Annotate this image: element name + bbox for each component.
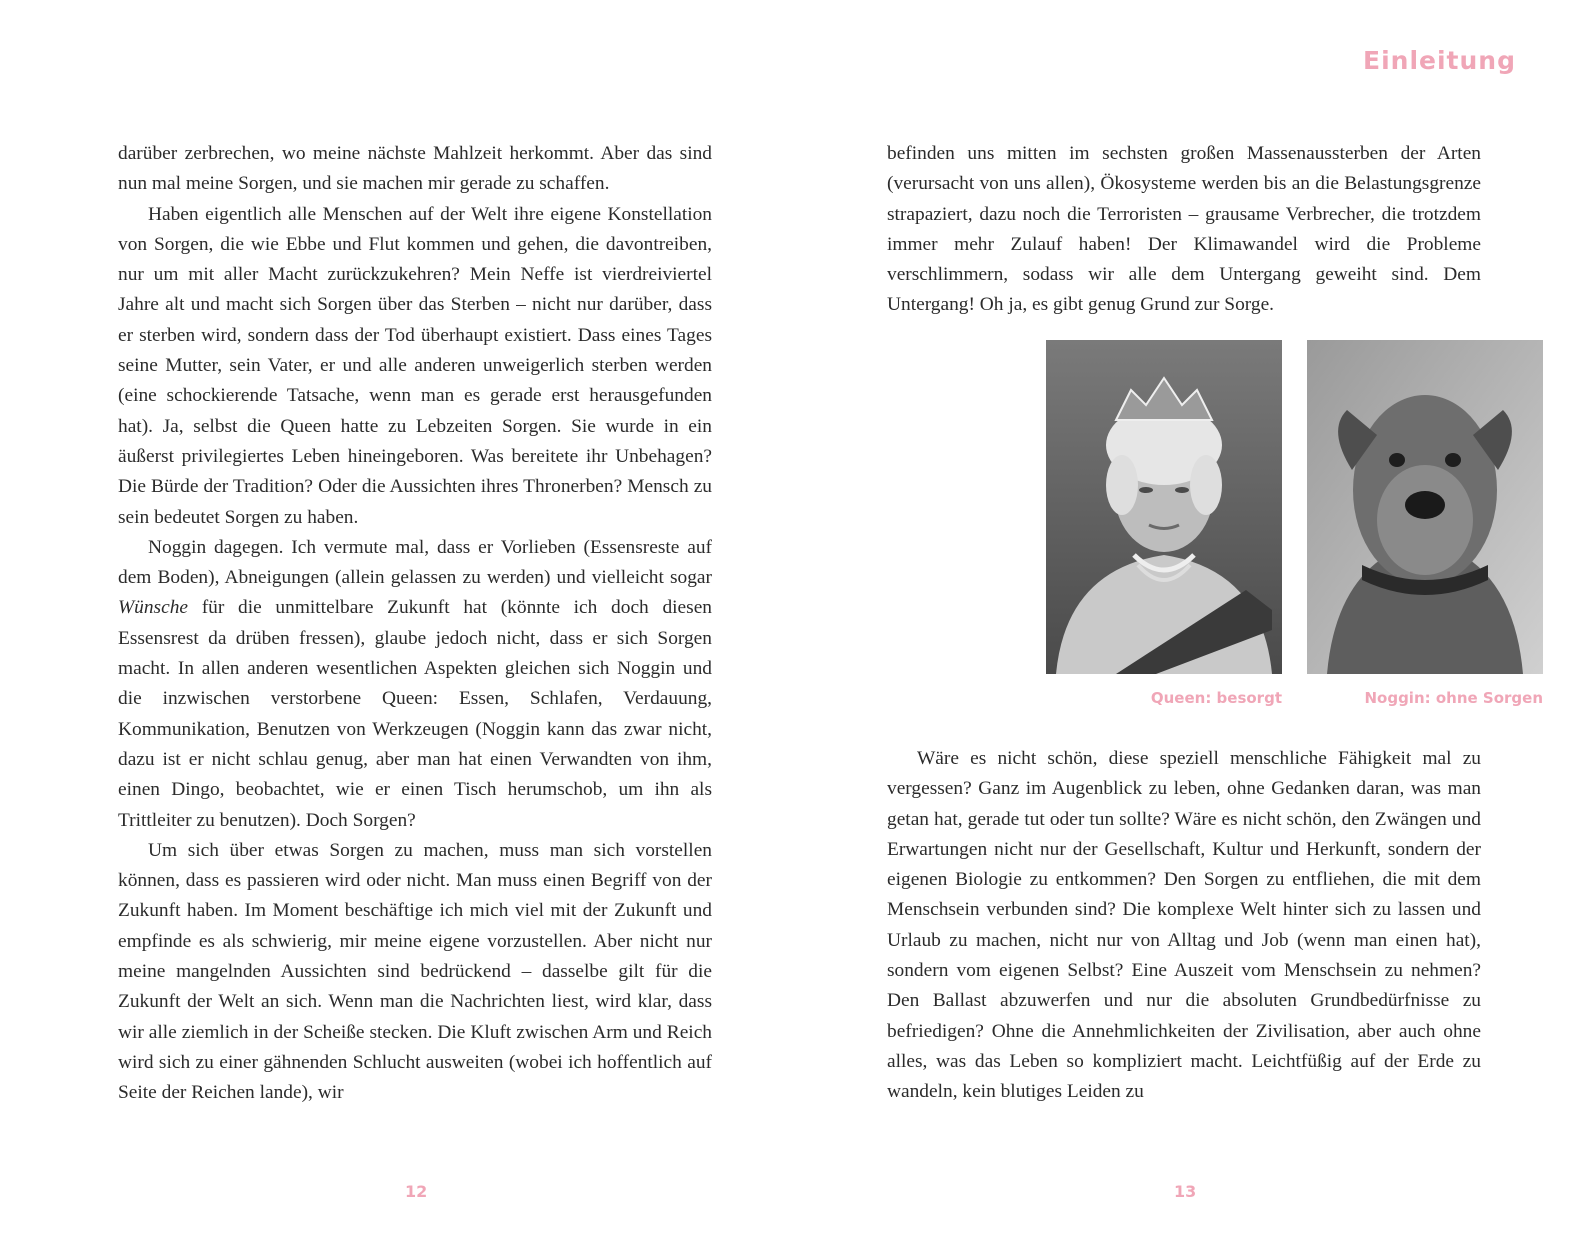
right-page-text-top	[887, 139, 1481, 321]
photo-caption: Queen: besorgt	[1150, 689, 1282, 707]
page-number: 13	[1174, 1182, 1197, 1201]
paragraph: Um sich über etwas Sorgen zu machen, muss man sich vorstellen können, dass es passieren wird oder nicht. Man muss einen Begriff von der Zukunft haben. Im Moment beschäftige ich mich viel mit der Zukunft und empfinde es als schwierig, mir meine eigene vorzustellen. Aber nicht nur meine mangelnden Aussichten sind bedrückend – dasselbe gilt für die Zukunft der Welt an sich. Wenn man die Nachrichten liest, wird klar, dass wir alle ziemlich in der Scheiße stecken. Die Kluft zwischen Arm und Reich wird sich zu einer gähnenden Schlucht ausweiten (wobei ich hoffentlich auf Seite der Reichen lande), wir	[118, 839, 712, 1104]
queen-photo	[1046, 340, 1282, 674]
page-number: 12	[405, 1182, 428, 1201]
left-page-text	[118, 139, 712, 1109]
chapter-title: Einleitung	[1363, 46, 1516, 75]
paragraph: Haben eigentlich alle Menschen auf der Welt ihre eigene Konstellation von Sorgen, die wie Ebbe und Flut kommen und gehen, die davontreiben, nur um mit aller Macht zurückzukehren? Mein Neffe ist vierdreiviertel Jahre alt und macht sich Sorgen über das Sterben – nicht nur darüber, dass er sterben wird, sondern dass der Tod überhaupt existiert. Dass eines Tages seine Mutter, sein Vater, er und alle anderen unweigerlich sterben werden (eine schockierende Tatsache, wenn man es gerade erst herausgefunden hat). Ja, selbst die Queen hatte zu Lebzeiten Sorgen. Sie wurde in ein äußerst privilegiertes Leben hineingeboren. Was bereitete ihr Unbehagen? Die Bürde der Tradition? Oder die Aussichten ihres Thronerben? Mensch zu sein bedeutet Sorgen zu haben.	[118, 203, 712, 528]
paragraph: befinden uns mitten im sechsten großen Massenaussterben der Arten (verursacht von uns allen), Ökosysteme werden bis an die Belastungsgrenze strapaziert, dazu noch die Terroristen – grausame Verbrecher, die trotzdem immer mehr Zulauf haben! Der Klimawandel wird die Probleme verschlimmern, sodass wir alle dem Untergang geweiht sind. Dem Untergang! Oh ja, es gibt genug Grund zur Sorge.	[887, 143, 1481, 316]
paragraph-text: Noggin dagegen. Ich vermute mal, dass er Vorlieben (Essensreste auf dem Boden), Abneigungen (allein gelassen zu werden) und vielleicht sogar	[118, 536, 712, 589]
paragraph	[118, 533, 712, 836]
paragraph-text: für die unmittelbare Zukunft hat (könnte ich doch diesen Essensrest da drüben fressen), glaube jedoch nicht, dass er sich Sorgen macht. In allen anderen wesentlichen Aspekten gleichen sich Noggin und die inzwischen verstorbene Queen: Essen, Schlafen, Verdauung, Kommunikation, Benutzen von Werkzeugen (Noggin kann das zwar nicht, dazu ist er nicht schlau genug, aber man hat einen Verwandten von ihm, einen Dingo, beobachtet, wie er einen Tisch herumschob, um ihn als Trittleiter zu benutzen). Doch Sorgen?	[118, 597, 712, 831]
dog-photo	[1307, 340, 1543, 674]
emphasis-text: Wünsche	[118, 597, 188, 619]
paragraph: Wäre es nicht schön, diese speziell menschliche Fähigkeit mal zu vergessen? Ganz im Augenblick zu leben, ohne Gedanken daran, was man getan hat, gerade tut oder tun sollte? Wäre es nicht schön, den Zwängen und Erwartungen nicht nur der Gesellschaft, Kultur und Herkunft, sondern der eigenen Biologie zu entkommen? Den Sorgen zu entfliehen, die mit dem Menschsein verbunden sind? Die komplexe Welt hinter sich zu lassen und Urlaub zu machen, nicht nur von Alltag und Job (wenn man einen hat), sondern vom eigenen Selbst? Eine Auszeit vom Menschsein zu nehmen? Den Ballast abzuwerfen und nur die absoluten Grundbedürfnisse zu befriedigen? Ohne die Annehmlichkeiten der Zivilisation, aber auch ohne alles, was das Leben so kompliziert macht. Leichtfüßig auf der Erde zu wandeln, kein blutiges Leiden zu	[887, 748, 1481, 1103]
paragraph: darüber zerbrechen, wo meine nächste Mahlzeit herkommt. Aber das sind nun mal meine Sorgen, und sie machen mir gerade zu schaffen.	[118, 143, 712, 195]
right-page-text-bottom	[887, 744, 1481, 1108]
photo-caption: Noggin: ohne Sorgen	[1364, 689, 1543, 707]
